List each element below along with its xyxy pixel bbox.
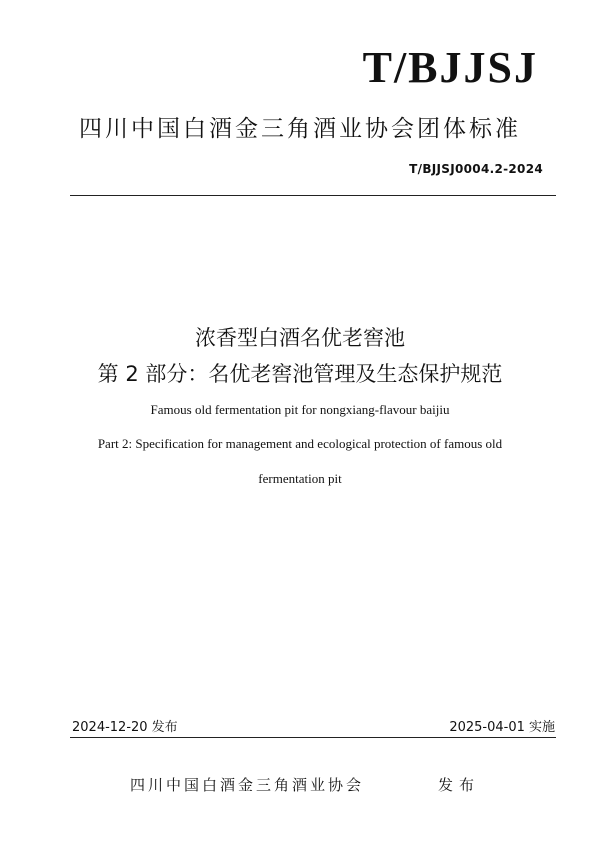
publisher-name: 四川中国白酒金三角酒业协会	[130, 776, 365, 794]
title-english-line-2: Part 2: Specification for management and ecological protection of famous old	[97, 436, 503, 451]
issue-date: 2024-12-20 发布	[72, 720, 178, 735]
association-standard-heading: 四川中国白酒金三角酒业协会团体标准	[79, 116, 521, 142]
title-english-line-1: Famous old fermentation pit for nongxiang-flavour baijiu	[150, 402, 450, 417]
header-divider	[70, 195, 556, 196]
title-chinese-line-2: 第 2 部分：名优老窖池管理及生态保护规范	[97, 362, 503, 386]
publish-label: 发布	[438, 776, 481, 794]
implementation-date: 2025-04-01 实施	[449, 720, 555, 735]
footer-divider	[70, 737, 556, 738]
standard-number: T/BJJSJ0004.2-2024	[409, 162, 543, 176]
title-chinese-line-1: 浓香型白酒名优老窖池	[195, 326, 405, 350]
title-english-line-3: fermentation pit	[258, 471, 342, 486]
standard-code-logo: T/BJJSJ	[362, 43, 538, 92]
